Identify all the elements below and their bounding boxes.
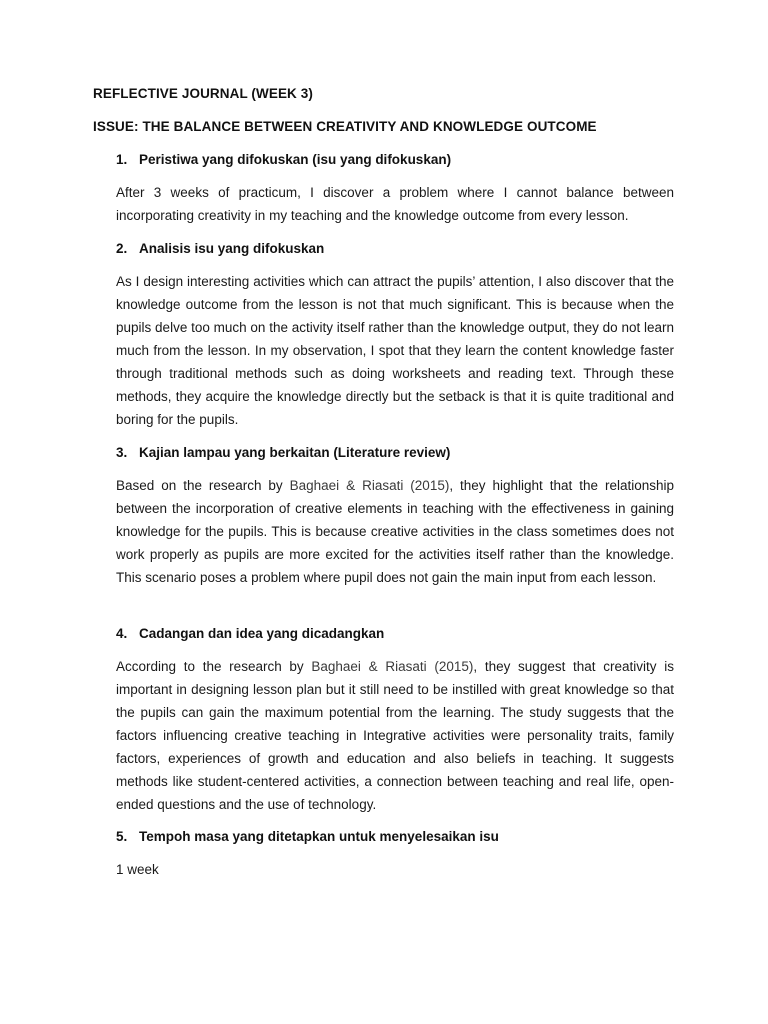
section-3-body [116,474,674,589]
section-1-number: 1. [116,152,128,167]
section-2-number: 2. [116,241,128,256]
section-4-number: 4. [116,626,128,641]
section-2-heading [116,241,324,256]
section-2-body: As I design interesting activities which can attract the pupils’ attention, I also discover that the knowledge outcome from the lesson is not that much significant. This is because when the pupils delve too much on the activity itself rather than the knowledge output, they do not learn much from the lesson. In my observation, I spot that they learn the content knowledge faster through traditional methods such as doing worksheets and reading text. Through these methods, they acquire the knowledge directly but the setback is that it is quite traditional and boring for the pupils. [116,274,674,427]
section-3-title: Kajian lampau yang berkaitan (Literature review) [139,445,451,460]
section-3-body-intro: Based on the research by [116,478,290,493]
section-3-heading [116,445,450,460]
section-1-title: Peristiwa yang difokuskan (isu yang difokuskan) [139,152,452,167]
section-1-heading [116,152,451,167]
section-3-number: 3. [116,445,128,460]
section-5-number: 5. [116,829,128,844]
section-5-title: Tempoh masa yang ditetapkan untuk menyelesaikan isu [139,829,499,844]
section-3-citation: Baghaei & Riasati (2015) [289,478,450,493]
document-title: REFLECTIVE JOURNAL (WEEK 3) [93,86,313,101]
section-4-title: Cadangan dan idea yang dicadangkan [139,626,385,641]
section-4-heading [116,626,384,641]
section-4-body [116,655,674,816]
document-issue-heading: ISSUE: THE BALANCE BETWEEN CREATIVITY AND KNOWLEDGE OUTCOME [93,119,597,134]
section-4-body-intro: According to the research by [116,659,312,674]
section-5-body: 1 week [116,862,159,877]
section-3-body-rest: , they highlight that the relationship between the incorporation of creative elements in teaching with the effectiveness in gaining knowledge for the pupils. This is because creative activities in the class sometimes does not work properly as pupils are more excited for the activities itself rather than the knowledge. This scenario poses a problem where pupil does not gain the main input from each lesson. [116,478,674,585]
section-4-body-rest: , they suggest that creativity is important in designing lesson plan but it still need to be instilled with great knowledge so that the pupils can gain the maximum potential from the learning. The study suggests that the factors influencing creative teaching in Integrative activities were personality traits, family factors, experiences of growth and education and also beliefs in teaching. It suggests methods like student-centered activities, a connection between teaching and real life, open-ended questions and the use of technology. [116,659,674,812]
section-2-title: Analisis isu yang difokuskan [139,241,325,256]
section-5-heading [116,829,499,844]
section-1-body: After 3 weeks of practicum, I discover a problem where I cannot balance between incorporating creativity in my teaching and the knowledge outcome from every lesson. [116,185,674,223]
section-4-citation: Baghaei & Riasati (2015) [311,659,474,674]
